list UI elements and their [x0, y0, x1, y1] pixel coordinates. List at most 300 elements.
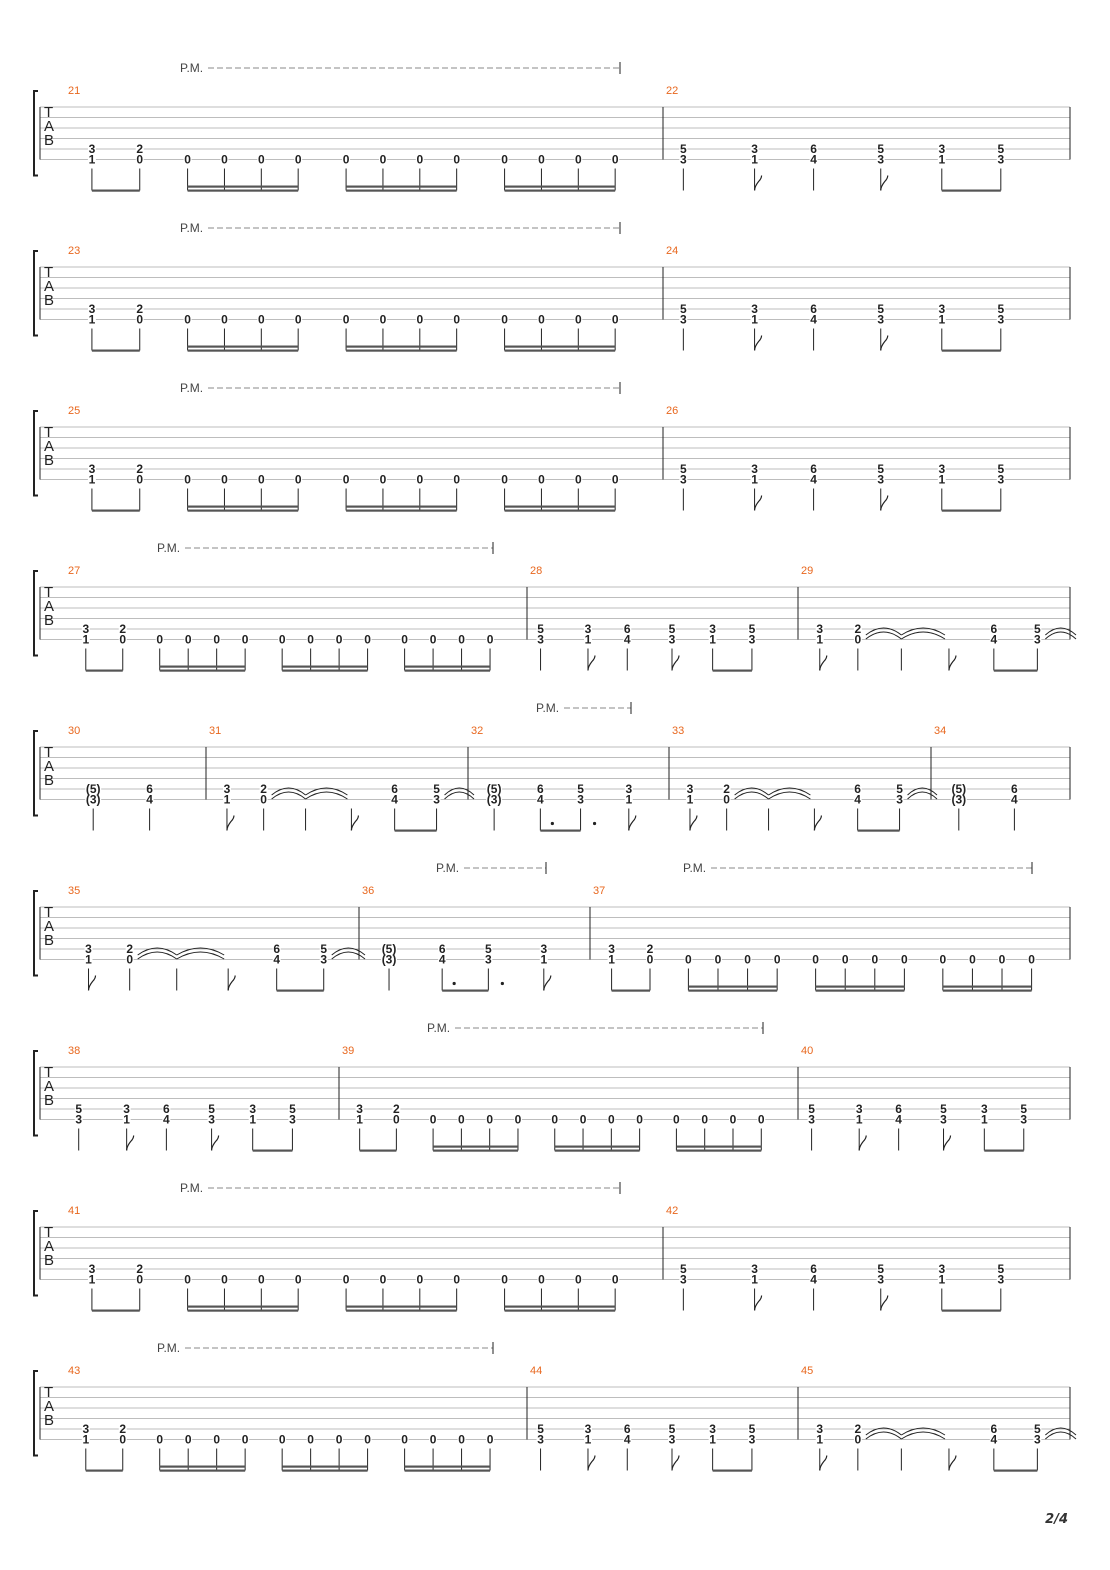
- fret-number: 0: [416, 1272, 424, 1287]
- fret-number: 4: [273, 952, 281, 967]
- fret-number: 6: [146, 782, 153, 796]
- fret-number: 2: [136, 462, 144, 476]
- dot: [501, 982, 504, 985]
- fret-number: 0: [453, 1272, 461, 1287]
- tie-arc: [901, 632, 945, 639]
- note-beam: [282, 1466, 367, 1468]
- fret-number: 1: [751, 472, 758, 487]
- tab-clef-letter: T: [44, 1064, 54, 1081]
- fret-number: 0: [773, 952, 781, 967]
- fret-number: 1: [88, 472, 96, 487]
- note-beam: [984, 1150, 1023, 1152]
- fret-number: 2: [126, 942, 134, 956]
- fret-number: 0: [307, 632, 314, 647]
- fret-number: 0: [574, 312, 582, 327]
- fret-number: 3: [980, 1102, 988, 1116]
- fret-number: 5: [877, 462, 885, 476]
- fret-number: 0: [453, 472, 461, 487]
- bar-number: 27: [68, 565, 81, 577]
- note-beam: [282, 666, 367, 668]
- bar-number: 23: [68, 245, 81, 257]
- note-beam: [282, 1470, 367, 1472]
- tab-clef-letter: B: [44, 1412, 55, 1429]
- palm-mute-label: P.M.: [180, 61, 204, 75]
- fret-number: 0: [257, 1272, 265, 1287]
- fret-number: 5: [537, 1422, 544, 1436]
- fret-number: 3: [433, 792, 440, 807]
- note-beam: [942, 1310, 1001, 1312]
- tab-clef-letter: B: [44, 932, 55, 949]
- note-beam: [160, 666, 245, 668]
- note-beam: [277, 990, 324, 992]
- fret-number: 3: [320, 952, 328, 967]
- fret-number: 3: [85, 942, 92, 956]
- fret-number: 0: [119, 1432, 127, 1447]
- tab-clef-letter: A: [44, 1238, 55, 1255]
- fret-number: 0: [673, 1112, 680, 1127]
- tab-clef-letter: A: [44, 1078, 55, 1095]
- note-beam: [555, 1150, 640, 1152]
- bar-number: 31: [209, 725, 222, 737]
- note-beam: [713, 670, 752, 672]
- note-beam: [160, 1466, 245, 1468]
- fret-number: 0: [646, 952, 654, 967]
- fret-number: 1: [938, 1272, 946, 1287]
- note-beam: [676, 1150, 761, 1152]
- fret-number: 2: [646, 942, 654, 956]
- note-beam: [505, 346, 616, 348]
- fret-number: 2: [393, 1102, 400, 1116]
- fret-number: 0: [136, 312, 144, 327]
- fret-number: 3: [356, 1102, 363, 1116]
- tab-clef-letter: A: [44, 598, 55, 615]
- fret-number: 0: [401, 1432, 408, 1447]
- fret-number: 0: [486, 1432, 494, 1447]
- fret-number: 1: [123, 1112, 130, 1127]
- note-beam: [346, 350, 457, 352]
- fret-number: 2: [119, 1422, 127, 1436]
- note-beam: [540, 830, 580, 832]
- dot: [551, 822, 554, 825]
- note-flag: [227, 816, 234, 831]
- fret-number: 0: [294, 152, 302, 167]
- note-flag: [944, 1136, 951, 1151]
- note-flag: [755, 336, 762, 351]
- note-beam: [346, 190, 457, 192]
- note-flag: [588, 656, 595, 671]
- note-flag: [690, 816, 697, 831]
- note-beam: [188, 506, 299, 508]
- fret-number: 0: [213, 1432, 221, 1447]
- note-flag: [814, 816, 821, 831]
- fret-number: 1: [584, 632, 592, 647]
- fret-number: 1: [816, 632, 824, 647]
- fret-number: 4: [810, 152, 817, 167]
- note-beam: [346, 186, 457, 188]
- fret-number: 0: [538, 1272, 545, 1287]
- fret-number: 0: [1028, 952, 1035, 967]
- bar-number: 21: [68, 85, 81, 97]
- note-beam: [188, 186, 299, 188]
- tab-clef-letter: B: [44, 452, 55, 469]
- fret-number: 5: [75, 1102, 83, 1116]
- fret-number: 0: [538, 312, 545, 327]
- fret-number: (3): [381, 952, 397, 967]
- fret-number: 3: [485, 952, 492, 967]
- palm-mute-label: P.M.: [436, 861, 460, 875]
- fret-number: 5: [997, 1262, 1005, 1276]
- tab-clef-letter: T: [44, 264, 54, 281]
- fret-number: 4: [623, 1432, 631, 1447]
- fret-number: 3: [608, 942, 615, 956]
- note-flag: [881, 496, 888, 511]
- fret-number: 6: [623, 622, 631, 636]
- bar-number: 22: [666, 85, 679, 97]
- fret-number: 5: [680, 462, 687, 476]
- fret-number: 4: [146, 792, 153, 807]
- note-flag: [544, 976, 551, 991]
- fret-number: 5: [896, 782, 903, 796]
- palm-mute-label: P.M.: [536, 701, 560, 715]
- fret-number: 2: [136, 142, 144, 156]
- fret-number: 3: [680, 1272, 687, 1287]
- tie-arc: [769, 792, 811, 799]
- fret-number: 0: [458, 1112, 465, 1127]
- note-beam: [405, 1470, 490, 1472]
- note-flag: [629, 816, 636, 831]
- fret-number: 0: [416, 152, 424, 167]
- tab-clef-letter: A: [44, 918, 55, 935]
- bar-number: 42: [666, 1205, 679, 1217]
- note-beam: [433, 1150, 518, 1152]
- fret-number: 3: [88, 142, 96, 156]
- system-bracket: [34, 1211, 38, 1296]
- fret-number: 0: [812, 952, 819, 967]
- fret-number: 0: [221, 312, 228, 327]
- tie-arc: [332, 952, 365, 959]
- fret-number: 3: [223, 782, 231, 796]
- fret-number: 0: [156, 1432, 164, 1447]
- fret-number: 1: [223, 792, 231, 807]
- fret-number: (3): [486, 792, 502, 807]
- note-flag: [881, 336, 888, 351]
- fret-number: 1: [584, 1432, 592, 1447]
- fret-number: 1: [608, 952, 615, 967]
- note-beam: [188, 510, 299, 512]
- fret-number: 0: [393, 1112, 400, 1127]
- note-beam: [346, 510, 457, 512]
- fret-number: 3: [537, 632, 544, 647]
- fret-number: 0: [636, 1112, 643, 1127]
- note-beam: [505, 350, 616, 352]
- tie-arc: [866, 1432, 902, 1439]
- note-beam: [160, 1470, 245, 1472]
- fret-number: 0: [501, 1272, 508, 1287]
- palm-mute-label: P.M.: [157, 541, 181, 555]
- fret-number: 3: [680, 312, 687, 327]
- fret-number: 6: [391, 782, 398, 796]
- fret-number: 1: [82, 632, 90, 647]
- fret-number: 0: [342, 1272, 350, 1287]
- fret-number: 4: [391, 792, 398, 807]
- fret-number: 0: [501, 312, 508, 327]
- fret-number: 0: [136, 472, 144, 487]
- fret-number: 0: [379, 312, 387, 327]
- fret-number: 2: [136, 1262, 144, 1276]
- palm-mute-label: P.M.: [427, 1021, 451, 1035]
- note-flag: [588, 1456, 595, 1471]
- note-beam: [86, 670, 123, 672]
- fret-number: 1: [540, 952, 548, 967]
- fret-number: 0: [685, 952, 692, 967]
- fret-number: 5: [289, 1102, 296, 1116]
- note-beam: [346, 1306, 457, 1308]
- fret-number: 0: [156, 632, 164, 647]
- bar-number: 26: [666, 405, 679, 417]
- note-beam: [505, 510, 616, 512]
- note-beam: [942, 350, 1001, 352]
- fret-number: 0: [257, 312, 265, 327]
- fret-number: 0: [416, 312, 424, 327]
- fret-number: (3): [951, 792, 967, 807]
- fret-number: 5: [208, 1102, 215, 1116]
- bar-number: 40: [801, 1045, 814, 1057]
- fret-number: 2: [854, 622, 862, 636]
- tie-arc: [306, 792, 348, 799]
- fret-number: 3: [997, 1272, 1005, 1287]
- fret-number: 3: [997, 312, 1005, 327]
- fret-number: 3: [1034, 632, 1041, 647]
- fret-number: 0: [429, 1432, 437, 1447]
- note-beam: [676, 1146, 761, 1148]
- fret-number: 1: [88, 1272, 96, 1287]
- fret-number: 5: [668, 622, 676, 636]
- fret-number: 3: [748, 632, 756, 647]
- fret-number: 0: [854, 1432, 862, 1447]
- tab-clef-letter: A: [44, 118, 55, 135]
- palm-mute-label: P.M.: [180, 381, 204, 395]
- note-beam: [92, 510, 140, 512]
- fret-number: 5: [1034, 1422, 1041, 1436]
- note-beam: [92, 190, 140, 192]
- fret-number: (5): [951, 782, 967, 796]
- fret-number: 3: [208, 1112, 215, 1127]
- bar-number: 43: [68, 1365, 81, 1377]
- fret-number: 0: [486, 1112, 494, 1127]
- fret-number: 6: [990, 622, 998, 636]
- fret-number: 0: [458, 632, 465, 647]
- fret-number: 4: [990, 632, 998, 647]
- fret-number: 5: [1020, 1102, 1028, 1116]
- fret-number: 0: [939, 952, 947, 967]
- fret-number: 1: [88, 312, 96, 327]
- note-beam: [360, 1150, 397, 1152]
- fret-number: 3: [748, 1432, 756, 1447]
- fret-number: 0: [744, 952, 751, 967]
- dot: [453, 982, 456, 985]
- note-beam: [688, 990, 777, 992]
- fret-number: 1: [938, 312, 946, 327]
- fret-number: 3: [668, 1432, 676, 1447]
- fret-number: 4: [854, 792, 861, 807]
- fret-number: 0: [501, 152, 508, 167]
- tab-clef-letter: T: [44, 1384, 54, 1401]
- fret-number: 0: [136, 1272, 144, 1287]
- tie-arc: [735, 792, 769, 799]
- tab-clef-letter: A: [44, 1398, 55, 1415]
- fret-number: 6: [810, 302, 817, 316]
- fret-number: 6: [810, 462, 817, 476]
- fret-number: 5: [997, 302, 1005, 316]
- bar-number: 41: [68, 1205, 81, 1217]
- fret-number: 3: [938, 302, 946, 316]
- fret-number: 3: [808, 1112, 815, 1127]
- fret-number: 3: [938, 1262, 946, 1276]
- tab-clef-letter: T: [44, 104, 54, 121]
- note-flag: [820, 1456, 827, 1471]
- note-beam: [505, 190, 616, 192]
- fret-number: 3: [537, 1432, 544, 1447]
- note-beam: [433, 1146, 518, 1148]
- note-flag: [820, 656, 827, 671]
- fret-number: 0: [453, 312, 461, 327]
- fret-number: 4: [990, 1432, 998, 1447]
- fret-number: 0: [342, 152, 350, 167]
- fret-number: 0: [514, 1112, 522, 1127]
- fret-number: 1: [625, 792, 633, 807]
- fret-number: 0: [294, 1272, 302, 1287]
- fret-number: 0: [871, 952, 879, 967]
- fret-number: 6: [163, 1102, 170, 1116]
- fret-number: 0: [364, 632, 371, 647]
- palm-mute-label: P.M.: [683, 861, 707, 875]
- bar-number: 39: [342, 1045, 355, 1057]
- fret-number: 0: [184, 312, 191, 327]
- fret-number: 3: [751, 302, 758, 316]
- tab-clef-letter: A: [44, 278, 55, 295]
- fret-number: 0: [342, 472, 350, 487]
- tab-clef-letter: T: [44, 424, 54, 441]
- note-beam: [994, 1470, 1038, 1472]
- note-beam: [943, 990, 1032, 992]
- tie-arc: [177, 952, 224, 959]
- fret-number: 0: [342, 312, 350, 327]
- fret-number: 3: [88, 302, 96, 316]
- fret-number: 6: [895, 1102, 902, 1116]
- fret-number: 3: [751, 462, 758, 476]
- bar-number: 38: [68, 1045, 81, 1057]
- fret-number: 2: [723, 782, 730, 796]
- fret-number: 6: [854, 782, 861, 796]
- fret-number: 0: [221, 152, 228, 167]
- fret-number: 5: [485, 942, 492, 956]
- tab-clef-letter: T: [44, 584, 54, 601]
- tie-arc: [866, 632, 902, 639]
- tie-arc: [1045, 1432, 1076, 1439]
- fret-number: 4: [895, 1112, 902, 1127]
- fret-number: 5: [997, 142, 1005, 156]
- fret-number: 6: [623, 1422, 631, 1436]
- note-beam: [994, 670, 1038, 672]
- fret-number: 0: [538, 472, 545, 487]
- fret-number: 5: [680, 1262, 687, 1276]
- fret-number: 5: [537, 622, 544, 636]
- fret-number: 0: [184, 632, 192, 647]
- note-beam: [188, 1306, 299, 1308]
- fret-number: 1: [751, 152, 758, 167]
- fret-number: 0: [416, 472, 424, 487]
- fret-number: 0: [221, 472, 228, 487]
- palm-mute-label: P.M.: [157, 1341, 181, 1355]
- fret-number: 0: [998, 952, 1006, 967]
- fret-number: 1: [85, 952, 92, 967]
- fret-number: 4: [810, 312, 817, 327]
- tab-clef-letter: T: [44, 744, 54, 761]
- fret-number: 1: [855, 1112, 863, 1127]
- tie-arc: [138, 952, 177, 959]
- note-flag: [351, 816, 358, 831]
- note-flag: [228, 976, 235, 991]
- system-bracket: [34, 1051, 38, 1136]
- fret-number: (5): [85, 782, 101, 796]
- fret-number: 0: [429, 1112, 437, 1127]
- note-beam: [188, 350, 299, 352]
- fret-number: 3: [680, 472, 687, 487]
- bar-number: 24: [666, 245, 679, 257]
- system-bracket: [34, 571, 38, 656]
- fret-number: 6: [273, 942, 281, 956]
- fret-number: 4: [810, 472, 817, 487]
- tie-arc: [272, 792, 306, 799]
- fret-number: 5: [748, 622, 756, 636]
- fret-number: 3: [82, 622, 90, 636]
- fret-number: 0: [453, 152, 461, 167]
- fret-number: 3: [289, 1112, 296, 1127]
- fret-number: 4: [537, 792, 544, 807]
- fret-number: 3: [877, 152, 885, 167]
- fret-number: 0: [611, 472, 619, 487]
- bar-number: 45: [801, 1365, 814, 1377]
- note-beam: [505, 1306, 616, 1308]
- note-flag: [949, 656, 956, 671]
- fret-number: 3: [75, 1112, 83, 1127]
- fret-number: 0: [294, 312, 302, 327]
- note-beam: [688, 986, 777, 988]
- fret-number: 5: [940, 1102, 947, 1116]
- fret-number: 3: [1034, 1432, 1041, 1447]
- fret-number: 0: [294, 472, 302, 487]
- fret-number: 3: [896, 792, 903, 807]
- tab-clef-letter: T: [44, 904, 54, 921]
- fret-number: 0: [723, 792, 730, 807]
- fret-number: 4: [810, 1272, 817, 1287]
- fret-number: 3: [680, 152, 687, 167]
- bar-number: 34: [934, 725, 947, 737]
- fret-number: 4: [163, 1112, 170, 1127]
- tab-clef-letter: B: [44, 1092, 55, 1109]
- fret-number: 0: [364, 1432, 371, 1447]
- tie-arc: [445, 792, 474, 799]
- fret-number: 0: [119, 632, 127, 647]
- fret-number: 2: [854, 1422, 862, 1436]
- note-beam: [405, 666, 490, 668]
- fret-number: 5: [748, 1422, 756, 1436]
- fret-number: 0: [307, 1432, 314, 1447]
- fret-number: 4: [623, 632, 631, 647]
- system-bracket: [34, 731, 38, 816]
- fret-number: 0: [574, 1272, 582, 1287]
- note-beam: [713, 1470, 752, 1472]
